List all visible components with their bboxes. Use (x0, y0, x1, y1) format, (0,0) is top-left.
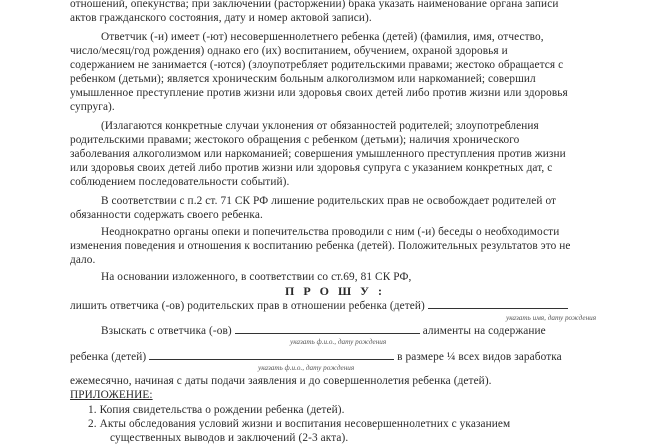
text-line: обязанности содержать своего ребенка. (70, 209, 263, 221)
deprive-line (70, 298, 568, 313)
text-line: Неоднократно органы опеки и попечительства проводили с ним (-и) беседы о необходимости (101, 226, 560, 238)
appendix-item: 2. Акты обследования условий жизни и воспитания несовершеннолетних с указанием (88, 418, 511, 430)
child-hint: указать ф.и.о., дату рождения (258, 364, 355, 372)
request-title: П Р О Ш У : (285, 284, 385, 298)
text-line: актов гражданского состояния, дату и номер актовой записи). (70, 12, 372, 24)
text-line: умышленное преступление против жизни или здоровья своих детей либо против жизни или здоровья (70, 87, 568, 99)
deprive-hint: указать имя, дату рождения (506, 314, 597, 322)
collect-hint: указать ф.и.о., дату рождения (290, 338, 387, 346)
text-line: содержанием не занимается (-ются) (злоупотребляет родительскими правами; жестоко обращается с (70, 59, 564, 71)
text-line: соблюдением последовательности событий). (70, 176, 290, 188)
appendix-item: 1. Копия свидетельства о рождении ребенка (детей). (88, 404, 345, 416)
appendix-title: ПРИЛОЖЕНИЕ: (70, 389, 153, 401)
text-line: (Излагаются конкретные случаи уклонения от обязанностей родителей; злоупотребления (101, 120, 539, 132)
monthly-line: ежемесячно, начиная с даты подачи заявления и до совершеннолетия ребенка (детей). (70, 375, 492, 387)
text-line: В соответствии с п.2 ст. 71 СК РФ лишение родительских прав не освобождает родителей от (101, 195, 557, 207)
child-prefix: ребенка (детей) (70, 351, 147, 363)
child-suffix: в размере ¼ всех видов заработка (397, 351, 562, 363)
text-line: или здоровья своих детей либо против жизни или здоровья супруга с указанием конкретных дат, с (70, 162, 553, 174)
text-line: дало. (70, 254, 96, 266)
defendant-name-blank (235, 323, 420, 334)
collect-line (101, 323, 546, 338)
text-line: заболевания алкоголизмом или наркоманией; совершения умышленного преступления против жизни (70, 148, 566, 160)
text-line: ребенком (детьми); является хроническим больным алкоголизмом или наркоманией; совершил (70, 73, 536, 85)
text-line: отношений, опекунства; при заключении (расторжении) брака указать наименование органа записи (70, 0, 559, 10)
text-line: изменения поведения и отношения к воспитанию ребенка (детей). Положительных результатов это не (70, 240, 571, 252)
appendix-item: существенных выводов и заключений (2-3 акта). (110, 432, 349, 444)
child-line (70, 349, 562, 364)
text-line: супруга). (70, 101, 115, 113)
collect-prefix: Взыскать с ответчика (-ов) (101, 325, 232, 337)
basis-line: На основании изложенного, в соответствии со ст.69, 81 СК РФ, (101, 271, 412, 283)
text-line: родительскими правами; жестокого обращения с ребенком (детьми); наличия хронического (70, 134, 520, 146)
text-line: Ответчик (-и) имеет (-ют) несовершеннолетнего ребенка (детей) (фамилия, имя, отчество, (101, 31, 544, 43)
child-fio-blank (149, 349, 394, 360)
child-name-blank (428, 298, 568, 309)
collect-suffix: алименты на содержание (422, 325, 546, 337)
text-line: число/месяц/год рождения) однако его (их) воспитанием, обучением, охраной здоровья и (70, 45, 508, 57)
deprive-text: лишить ответчика (-ов) родительских прав в отношении ребенка (детей) (70, 300, 425, 312)
